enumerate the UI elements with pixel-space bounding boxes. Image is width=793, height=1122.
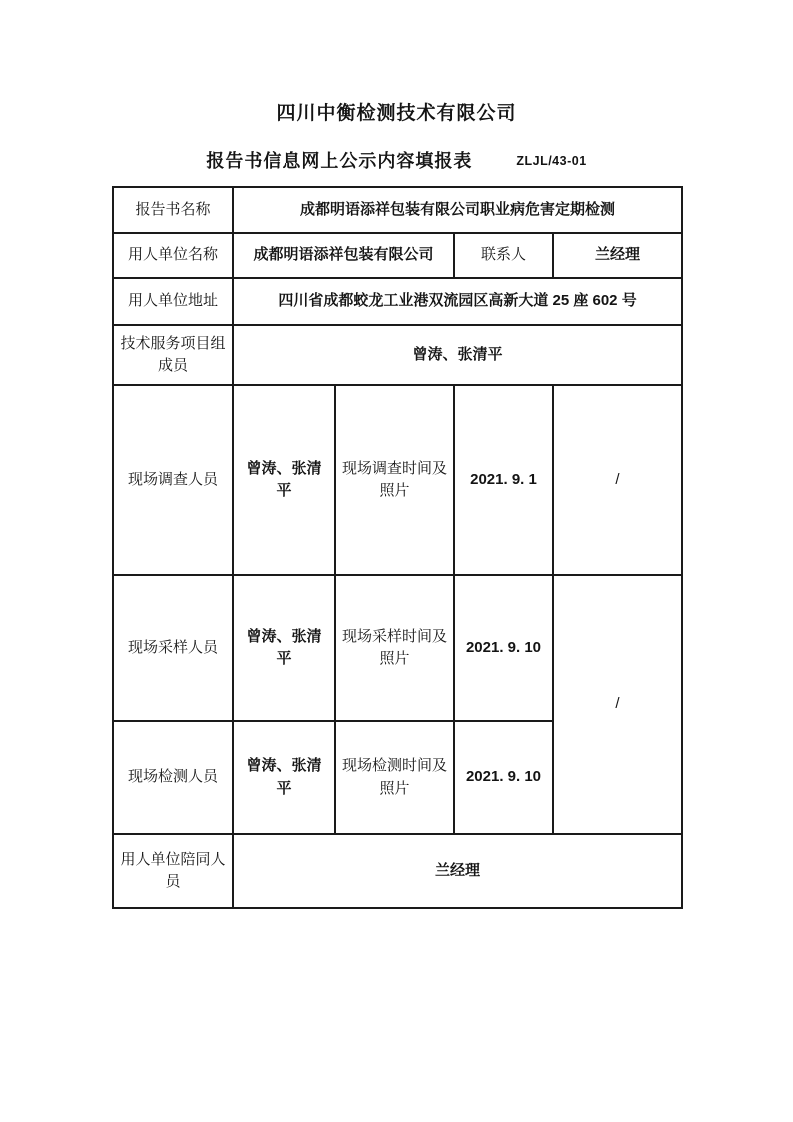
- site-detection-persons: 曾涛、张清平: [233, 721, 335, 834]
- contact-label: 联系人: [454, 233, 553, 278]
- site-survey-photo-cell: /: [553, 385, 682, 575]
- employer-address-value: 四川省成都蛟龙工业港双流园区高新大道 25 座 602 号: [233, 278, 682, 325]
- site-survey-persons: 曾涛、张清平: [233, 385, 335, 575]
- site-detection-time-value: 2021. 9. 10: [454, 721, 553, 834]
- form-title: 报告书信息网上公示内容填报表: [206, 151, 473, 171]
- row-report-name: [113, 187, 682, 233]
- site-detection-time-label: 现场检测时间及照片: [335, 721, 454, 834]
- report-info-table: [112, 186, 683, 909]
- site-sampling-persons: 曾涛、张清平: [233, 575, 335, 721]
- site-survey-time-value: 2021. 9. 1: [454, 385, 553, 575]
- site-survey-label: 现场调查人员: [113, 385, 233, 575]
- site-detection-label: 现场检测人员: [113, 721, 233, 834]
- contact-value: 兰经理: [553, 233, 682, 278]
- row-escort: [113, 834, 682, 908]
- report-name-value: 成都明语添祥包装有限公司职业病危害定期检测: [233, 187, 682, 233]
- site-survey-time-label: 现场调查时间及照片: [335, 385, 454, 575]
- company-title: 四川中衡检测技术有限公司: [276, 103, 517, 124]
- report-name-label: 报告书名称: [113, 187, 233, 233]
- site-sampling-label: 现场采样人员: [113, 575, 233, 721]
- employer-name-label: 用人单位名称: [113, 233, 233, 278]
- project-team-label: 技术服务项目组成员: [113, 325, 233, 385]
- employer-address-label: 用人单位地址: [113, 278, 233, 325]
- form-header-line: [0, 150, 793, 172]
- site-sampling-time-label: 现场采样时间及照片: [335, 575, 454, 721]
- row-employer-address: [113, 278, 682, 325]
- project-team-value: 曾涛、张清平: [233, 325, 682, 385]
- employer-name-value: 成都明语添祥包装有限公司: [233, 233, 454, 278]
- row-project-team: [113, 325, 682, 385]
- sampling-detection-photo-cell: /: [553, 575, 682, 834]
- site-sampling-time-value: 2021. 9. 10: [454, 575, 553, 721]
- escort-value: 兰经理: [233, 834, 682, 908]
- row-employer-name: [113, 233, 682, 278]
- escort-label: 用人单位陪同人员: [113, 834, 233, 908]
- form-code: ZLJL/43-01: [516, 154, 587, 168]
- row-site-survey: [113, 385, 682, 575]
- row-site-sampling: [113, 575, 682, 721]
